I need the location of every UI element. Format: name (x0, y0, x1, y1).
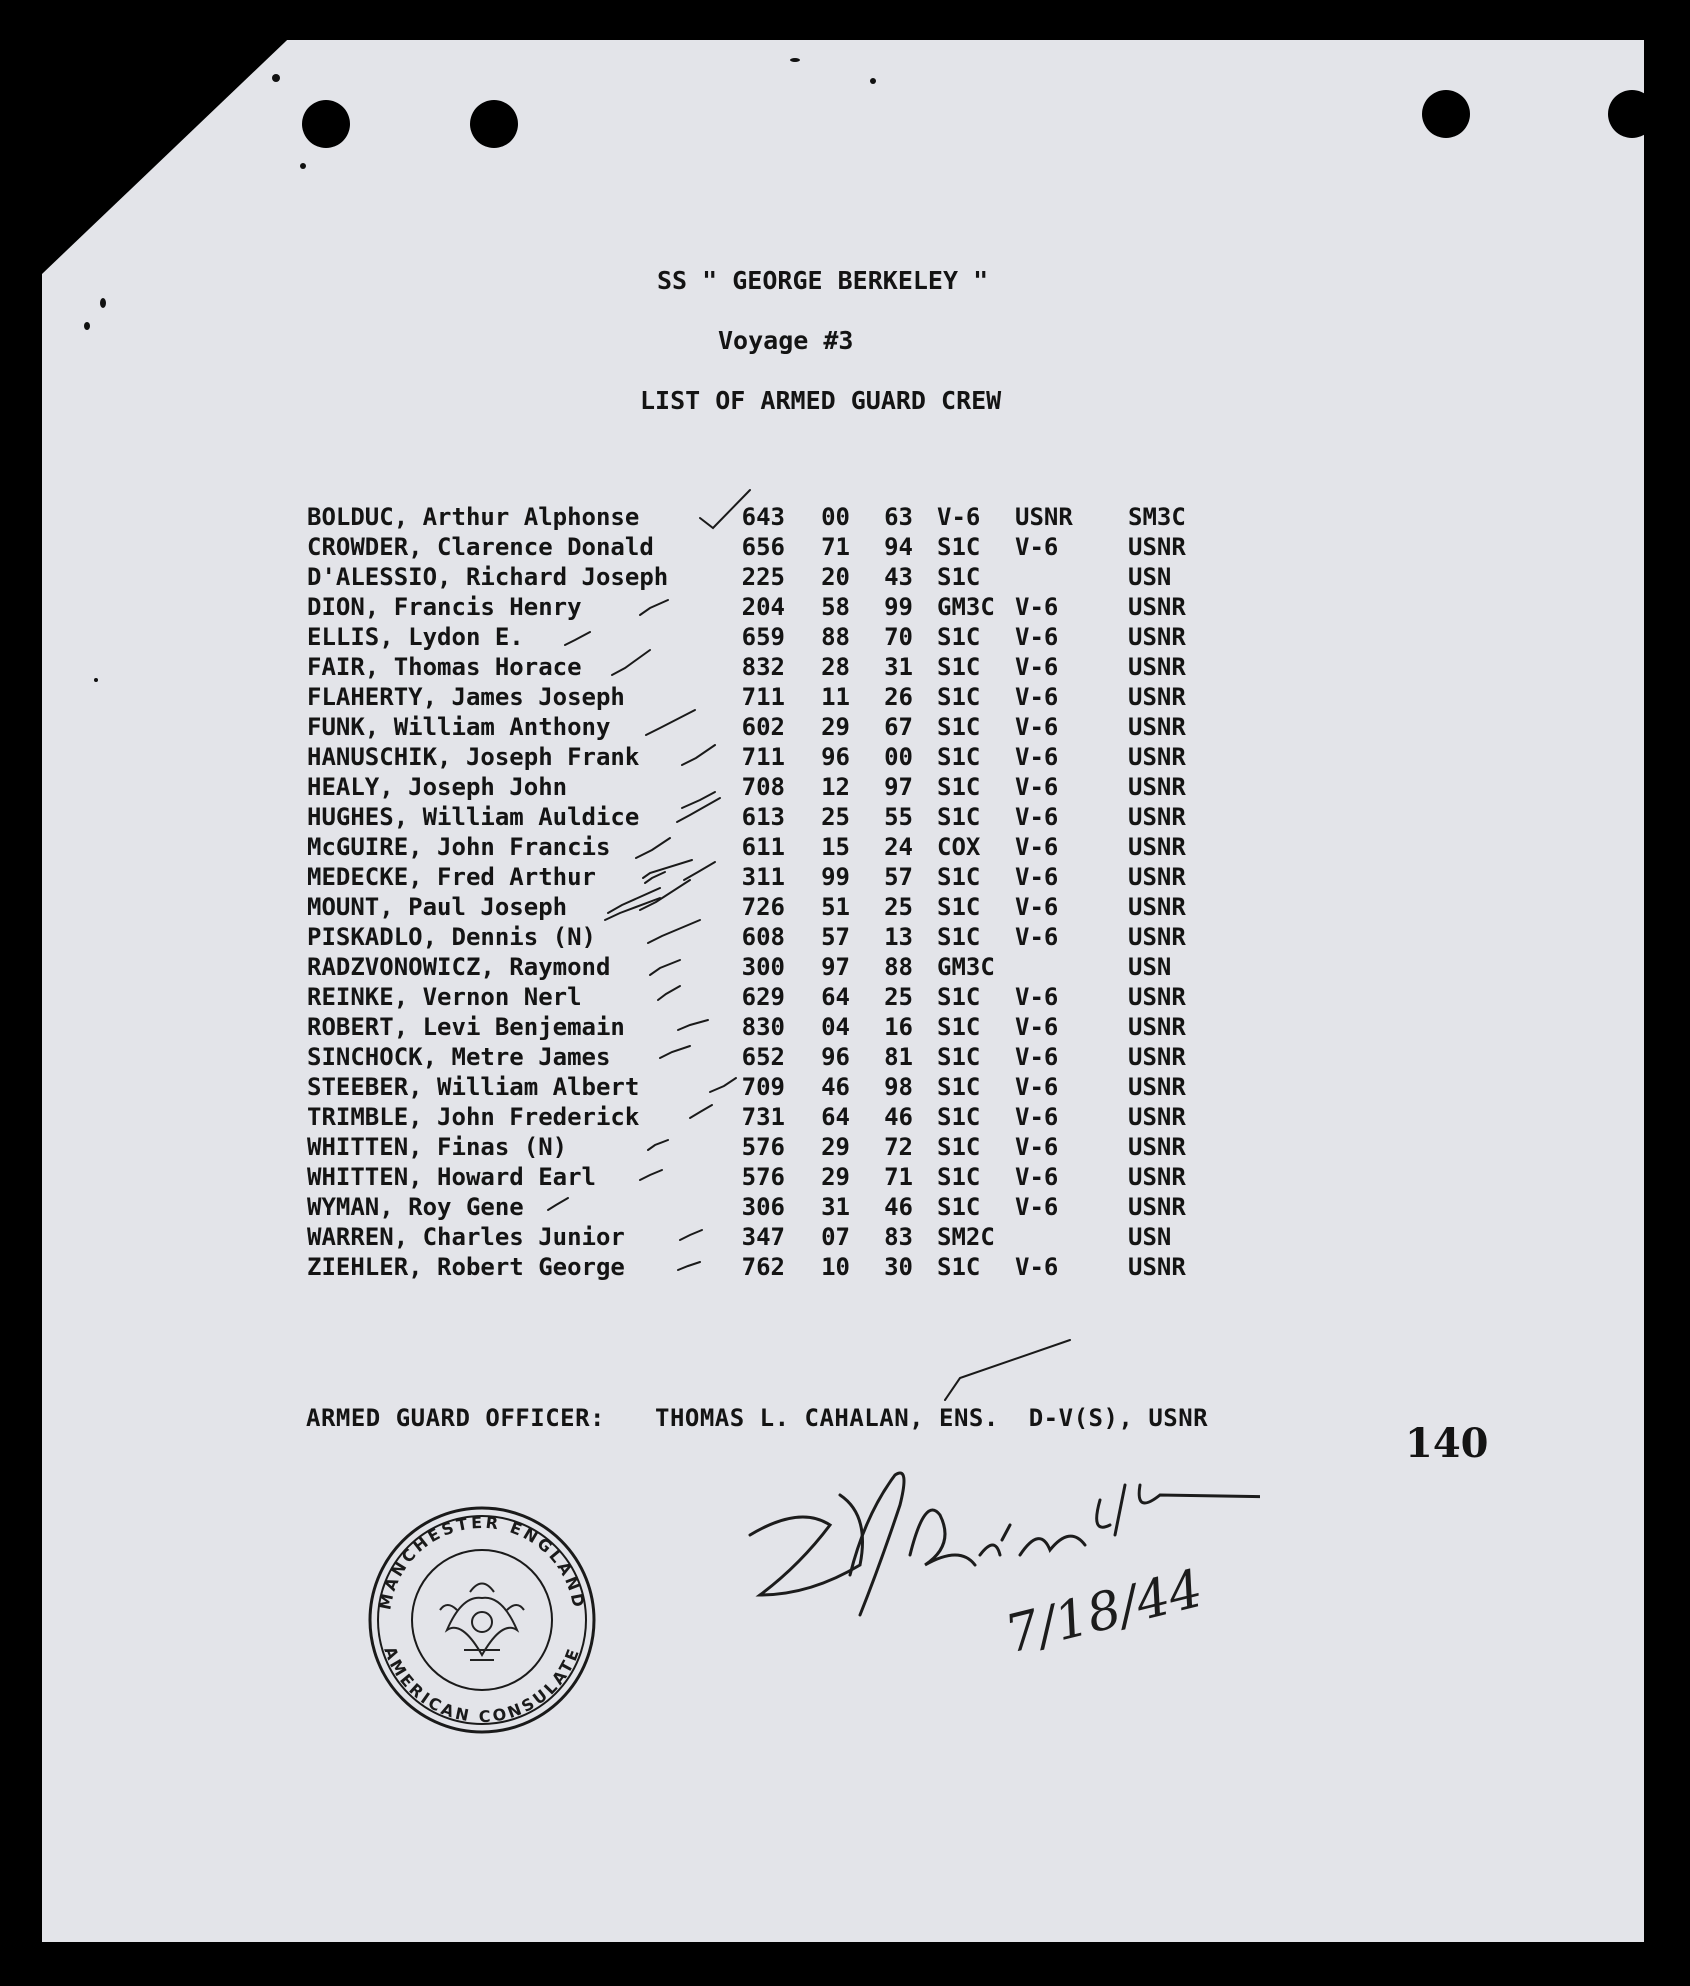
service-number-part: 25 (884, 893, 913, 921)
service-number-part: 11 (821, 683, 850, 711)
branch: USNR (1128, 923, 1186, 951)
crew-row (0, 1043, 1690, 1073)
rating: S1C (937, 1073, 981, 1101)
branch: USNR (1128, 1193, 1186, 1221)
service-number-part: 94 (884, 533, 913, 561)
service-number-part: 55 (884, 803, 913, 831)
classification: V-6 (1015, 1073, 1059, 1101)
classification: V-6 (1015, 1013, 1059, 1041)
rating: S1C (937, 623, 981, 651)
service-number-part: 830 (741, 1013, 785, 1041)
eagle-seal-icon (440, 1584, 524, 1661)
rating: S1C (937, 1163, 981, 1191)
crew-row (0, 563, 1690, 593)
rating: S1C (937, 803, 981, 831)
rating: S1C (937, 743, 981, 771)
crew-name: PISKADLO, Dennis (N) (307, 923, 596, 951)
branch: USN (1128, 563, 1172, 591)
branch: SM3C (1128, 503, 1186, 531)
service-number-part: 656 (741, 533, 785, 561)
rating: S1C (937, 1133, 981, 1161)
crew-name: RADZVONOWICZ, Raymond (307, 953, 611, 981)
speck (300, 163, 306, 169)
crew-name: MOUNT, Paul Joseph (307, 893, 568, 921)
crew-name: MEDECKE, Fred Arthur (307, 863, 596, 891)
branch: USNR (1128, 593, 1186, 621)
officer-label: ARMED GUARD OFFICER: (306, 1404, 605, 1432)
service-number-part: 347 (741, 1223, 785, 1251)
crew-name: ELLIS, Lydon E. (307, 623, 524, 651)
classification: V-6 (1015, 623, 1059, 651)
classification: V-6 (1015, 743, 1059, 771)
punch-hole (470, 100, 518, 148)
rating: S1C (937, 683, 981, 711)
crew-row (0, 1103, 1690, 1133)
classification: V-6 (1015, 1253, 1059, 1281)
service-number-part: 762 (741, 1253, 785, 1281)
service-number-part: 99 (884, 593, 913, 621)
service-number-part: 726 (741, 893, 785, 921)
branch: USNR (1128, 1043, 1186, 1071)
crew-row (0, 1133, 1690, 1163)
service-number-part: 225 (741, 563, 785, 591)
branch: USNR (1128, 833, 1186, 861)
rating: S1C (937, 1043, 981, 1071)
service-number-part: 12 (821, 773, 850, 801)
crew-row (0, 923, 1690, 953)
service-number-part: 97 (884, 773, 913, 801)
branch: USNR (1128, 803, 1186, 831)
rating: S1C (937, 1253, 981, 1281)
classification: V-6 (1015, 593, 1059, 621)
classification: USNR (1015, 503, 1073, 531)
crew-name: WHITTEN, Howard Earl (307, 1163, 596, 1191)
service-number-part: 30 (884, 1253, 913, 1281)
crew-row (0, 683, 1690, 713)
crew-row (0, 983, 1690, 1013)
rating: S1C (937, 773, 981, 801)
branch: USNR (1128, 653, 1186, 681)
service-number-part: 708 (741, 773, 785, 801)
service-number-part: 29 (821, 713, 850, 741)
classification: V-6 (1015, 863, 1059, 891)
branch: USNR (1128, 533, 1186, 561)
crew-name: HEALY, Joseph John (307, 773, 568, 801)
speck (84, 322, 90, 330)
service-number-part: 832 (741, 653, 785, 681)
crew-row (0, 1223, 1690, 1253)
service-number-part: 204 (741, 593, 785, 621)
rating: S1C (937, 1013, 981, 1041)
branch: USNR (1128, 773, 1186, 801)
page-number: 140 (1405, 1420, 1489, 1467)
classification: V-6 (1015, 773, 1059, 801)
branch: USNR (1128, 1163, 1186, 1191)
classification: V-6 (1015, 653, 1059, 681)
rating: S1C (937, 893, 981, 921)
rating: S1C (937, 863, 981, 891)
service-number-part: 25 (821, 803, 850, 831)
service-number-part: 71 (884, 1163, 913, 1191)
speck (870, 78, 876, 84)
service-number-part: 643 (741, 503, 785, 531)
service-number-part: 25 (884, 983, 913, 1011)
rating: S1C (937, 563, 981, 591)
service-number-part: 51 (821, 893, 850, 921)
service-number-part: 15 (821, 833, 850, 861)
crew-name: ROBERT, Levi Benjemain (307, 1013, 625, 1041)
crew-row (0, 893, 1690, 923)
crew-name: DION, Francis Henry (307, 593, 582, 621)
service-number-part: 00 (884, 743, 913, 771)
branch: USNR (1128, 683, 1186, 711)
service-number-part: 88 (821, 623, 850, 651)
service-number-part: 81 (884, 1043, 913, 1071)
service-number-part: 16 (884, 1013, 913, 1041)
service-number-part: 613 (741, 803, 785, 831)
service-number-part: 88 (884, 953, 913, 981)
service-number-part: 96 (821, 1043, 850, 1071)
service-number-part: 602 (741, 713, 785, 741)
branch: USNR (1128, 1133, 1186, 1161)
branch: USNR (1128, 1013, 1186, 1041)
rating: S1C (937, 983, 981, 1011)
service-number-part: 300 (741, 953, 785, 981)
service-number-part: 709 (741, 1073, 785, 1101)
branch: USNR (1128, 623, 1186, 651)
crew-row (0, 773, 1690, 803)
crew-name: SINCHOCK, Metre James (307, 1043, 611, 1071)
service-number-part: 731 (741, 1103, 785, 1131)
crew-name: McGUIRE, John Francis (307, 833, 611, 861)
classification: V-6 (1015, 1043, 1059, 1071)
crew-name: D'ALESSIO, Richard Joseph (307, 563, 669, 591)
service-number-part: 311 (741, 863, 785, 891)
speck (790, 58, 800, 62)
punch-hole (1422, 90, 1470, 138)
service-number-part: 46 (821, 1073, 850, 1101)
service-number-part: 29 (821, 1163, 850, 1191)
rating: V-6 (937, 503, 981, 531)
service-number-part: 26 (884, 683, 913, 711)
list-title: LIST OF ARMED GUARD CREW (640, 386, 1002, 415)
crew-name: WHITTEN, Finas (N) (307, 1133, 568, 1161)
service-number-part: 07 (821, 1223, 850, 1251)
branch: USN (1128, 953, 1172, 981)
service-number-part: 652 (741, 1043, 785, 1071)
service-number-part: 83 (884, 1223, 913, 1251)
service-number-part: 46 (884, 1193, 913, 1221)
rating: S1C (937, 713, 981, 741)
crew-name: WARREN, Charles Junior (307, 1223, 625, 1251)
crew-row (0, 503, 1690, 533)
signature (740, 1455, 1260, 1675)
classification: V-6 (1015, 893, 1059, 921)
service-number-part: 64 (821, 983, 850, 1011)
crew-name: CROWDER, Clarence Donald (307, 533, 654, 561)
service-number-part: 629 (741, 983, 785, 1011)
branch: USNR (1128, 893, 1186, 921)
service-number-part: 57 (884, 863, 913, 891)
service-number-part: 711 (741, 683, 785, 711)
rating: S1C (937, 653, 981, 681)
rating: S1C (937, 1193, 981, 1221)
service-number-part: 57 (821, 923, 850, 951)
service-number-part: 67 (884, 713, 913, 741)
crew-row (0, 803, 1690, 833)
crew-row (0, 743, 1690, 773)
service-number-part: 29 (821, 1133, 850, 1161)
consulate-stamp (352, 1490, 612, 1750)
voyage-number: Voyage #3 (718, 326, 854, 355)
svg-text:AMERICAN CONSULATE: AMERICAN CONSULATE (380, 1643, 584, 1727)
classification: V-6 (1015, 683, 1059, 711)
rating: GM3C (937, 953, 995, 981)
crew-row (0, 533, 1690, 563)
service-number-part: 64 (821, 1103, 850, 1131)
service-number-part: 96 (821, 743, 850, 771)
crew-name: BOLDUC, Arthur Alphonse (307, 503, 640, 531)
service-number-part: 46 (884, 1103, 913, 1131)
rating: GM3C (937, 593, 995, 621)
crew-row (0, 713, 1690, 743)
service-number-part: 711 (741, 743, 785, 771)
crew-name: HANUSCHIK, Joseph Frank (307, 743, 640, 771)
crew-name: STEEBER, William Albert (307, 1073, 640, 1101)
punch-hole (1608, 90, 1656, 138)
service-number-part: 576 (741, 1163, 785, 1191)
crew-name: ZIEHLER, Robert George (307, 1253, 625, 1281)
crew-row (0, 653, 1690, 683)
branch: USNR (1128, 983, 1186, 1011)
ship-name: SS " GEORGE BERKELEY " (657, 266, 989, 295)
crew-row (0, 1193, 1690, 1223)
rating: S1C (937, 1103, 981, 1131)
branch: USNR (1128, 743, 1186, 771)
service-number-part: 98 (884, 1073, 913, 1101)
branch: USNR (1128, 1073, 1186, 1101)
classification: V-6 (1015, 833, 1059, 861)
crew-row (0, 833, 1690, 863)
service-number-part: 43 (884, 563, 913, 591)
speck (100, 298, 106, 308)
crew-name: WYMAN, Roy Gene (307, 1193, 524, 1221)
crew-name: TRIMBLE, John Frederick (307, 1103, 640, 1131)
crew-row (0, 1163, 1690, 1193)
rating: S1C (937, 533, 981, 561)
service-number-part: 58 (821, 593, 850, 621)
service-number-part: 608 (741, 923, 785, 951)
service-number-part: 28 (821, 653, 850, 681)
crew-row (0, 1073, 1690, 1103)
service-number-part: 97 (821, 953, 850, 981)
service-number-part: 306 (741, 1193, 785, 1221)
service-number-part: 99 (821, 863, 850, 891)
service-number-part: 00 (821, 503, 850, 531)
service-number-part: 70 (884, 623, 913, 651)
crew-name: FUNK, William Anthony (307, 713, 611, 741)
speck (272, 74, 280, 82)
service-number-part: 71 (821, 533, 850, 561)
crew-row (0, 1253, 1690, 1283)
classification: V-6 (1015, 983, 1059, 1011)
classification: V-6 (1015, 1193, 1059, 1221)
rating: S1C (937, 923, 981, 951)
crew-name: REINKE, Vernon Nerl (307, 983, 582, 1011)
classification: V-6 (1015, 713, 1059, 741)
service-number-part: 72 (884, 1133, 913, 1161)
branch: USNR (1128, 1103, 1186, 1131)
rating: COX (937, 833, 981, 861)
classification: V-6 (1015, 923, 1059, 951)
branch: USN (1128, 1223, 1172, 1251)
service-number-part: 63 (884, 503, 913, 531)
svg-text:MANCHESTER ENGLAND: MANCHESTER ENGLAND (375, 1512, 589, 1612)
service-number-part: 31 (821, 1193, 850, 1221)
classification: V-6 (1015, 533, 1059, 561)
classification: V-6 (1015, 1103, 1059, 1131)
crew-name: HUGHES, William Auldice (307, 803, 640, 831)
classification: V-6 (1015, 803, 1059, 831)
officer-name: THOMAS L. CAHALAN, ENS. D-V(S), USNR (655, 1404, 1209, 1432)
branch: USNR (1128, 713, 1186, 741)
classification: V-6 (1015, 1163, 1059, 1191)
crew-row (0, 623, 1690, 653)
service-number-part: 13 (884, 923, 913, 951)
crew-name: FLAHERTY, James Joseph (307, 683, 625, 711)
rating: SM2C (937, 1223, 995, 1251)
crew-name: FAIR, Thomas Horace (307, 653, 582, 681)
crew-row (0, 953, 1690, 983)
service-number-part: 31 (884, 653, 913, 681)
service-number-part: 611 (741, 833, 785, 861)
service-number-part: 24 (884, 833, 913, 861)
service-number-part: 04 (821, 1013, 850, 1041)
crew-row (0, 863, 1690, 893)
service-number-part: 10 (821, 1253, 850, 1281)
crew-row (0, 1013, 1690, 1043)
branch: USNR (1128, 1253, 1186, 1281)
crew-row (0, 593, 1690, 623)
classification: V-6 (1015, 1133, 1059, 1161)
service-number-part: 576 (741, 1133, 785, 1161)
service-number-part: 20 (821, 563, 850, 591)
branch: USNR (1128, 863, 1186, 891)
signature-date: 7/18/44 (999, 1558, 1209, 1666)
service-number-part: 659 (741, 623, 785, 651)
punch-hole (302, 100, 350, 148)
